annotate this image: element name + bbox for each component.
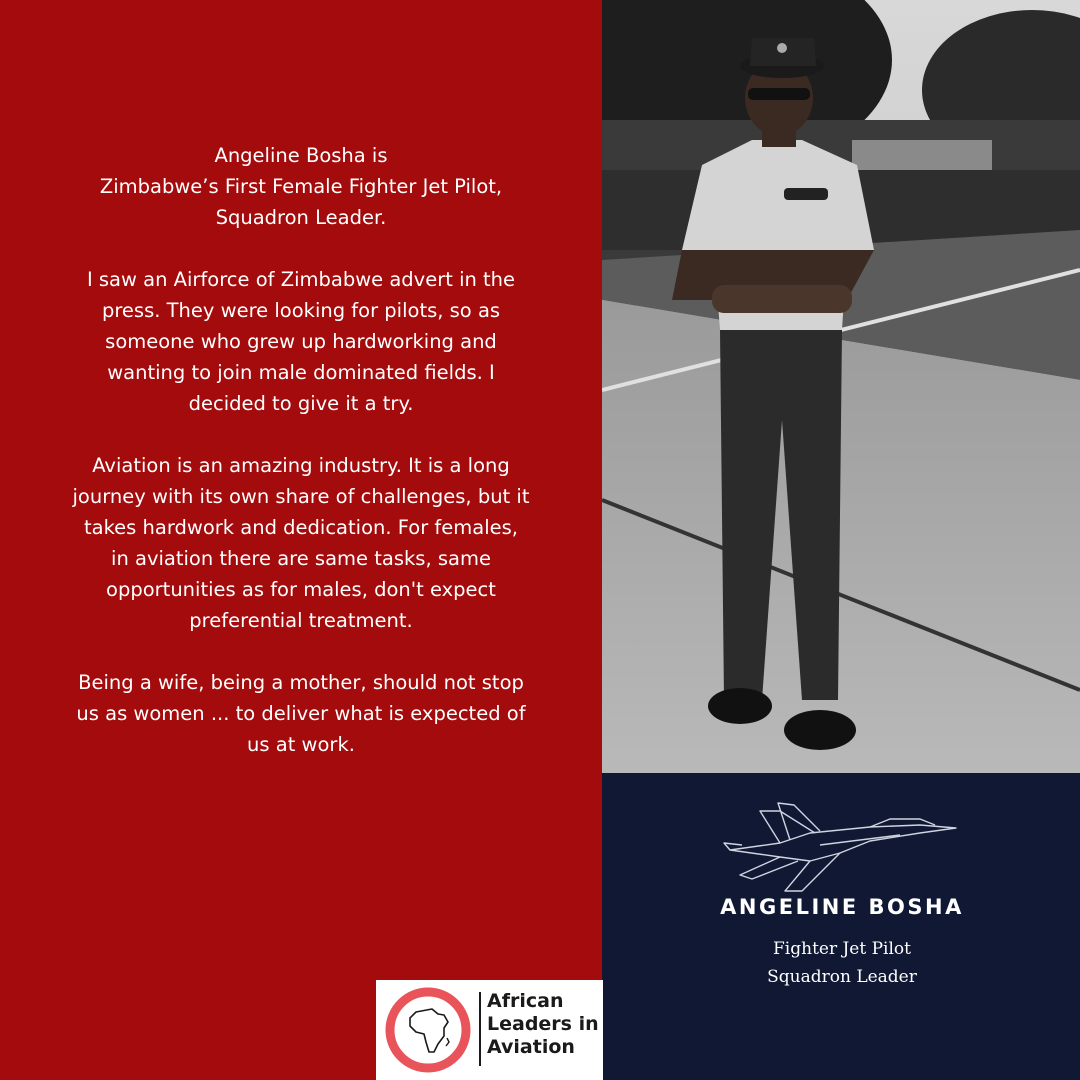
quote-line: takes hardwork and dedication. For females, <box>83 516 519 539</box>
quote-paragraph <box>40 667 562 760</box>
pilot-role: Fighter Jet Pilot <box>773 939 911 959</box>
quote-paragraph <box>40 264 562 419</box>
quote-line: opportunities as for males, don't expect <box>106 578 496 601</box>
quote-line: someone who grew up hardworking and <box>105 330 497 353</box>
quote-line: press. They were looking for pilots, so as <box>101 299 501 322</box>
logo-divider <box>479 992 481 1066</box>
quote-line: preferential treatment. <box>189 609 413 632</box>
quote-line: journey with its own share of challenges, but it <box>72 485 530 508</box>
pilot-rank: Squadron Leader <box>767 967 917 987</box>
name-panel <box>602 773 1080 1080</box>
pilot-photo <box>602 0 1080 773</box>
quote-paragraph <box>40 450 562 636</box>
logo-line: Leaders in <box>487 1013 599 1035</box>
fighter-jet-icon <box>720 795 964 895</box>
quote-intro <box>40 140 562 233</box>
quote-line: in aviation there are same tasks, same <box>111 547 491 570</box>
pilot-name: ANGELINE BOSHA <box>720 895 964 919</box>
quote-line: Zimbabwe’s First Female Fighter Jet Pilot, <box>99 175 503 198</box>
quote-line: Angeline Bosha is <box>214 144 388 167</box>
quote-line: Aviation is an amazing industry. It is a long <box>92 454 510 477</box>
quote-text <box>40 140 562 791</box>
quote-line: Being a wife, being a mother, should not stop <box>78 671 524 694</box>
organization-logo <box>376 980 603 1080</box>
logo-line: Aviation <box>487 1036 575 1058</box>
quote-line: decided to give it a try. <box>188 392 414 415</box>
pilot-photo-illustration <box>602 0 1080 773</box>
africa-map-icon <box>382 984 474 1076</box>
quote-line: Squadron Leader. <box>215 206 387 229</box>
quote-line: wanting to join male dominated fields. I <box>107 361 495 384</box>
quote-line: I saw an Airforce of Zimbabwe advert in the <box>86 268 516 291</box>
logo-wordmark <box>487 990 599 1059</box>
quote-line: us as women ... to deliver what is expected of <box>76 702 526 725</box>
quote-line: us at work. <box>247 733 355 756</box>
logo-line: African <box>487 990 564 1012</box>
